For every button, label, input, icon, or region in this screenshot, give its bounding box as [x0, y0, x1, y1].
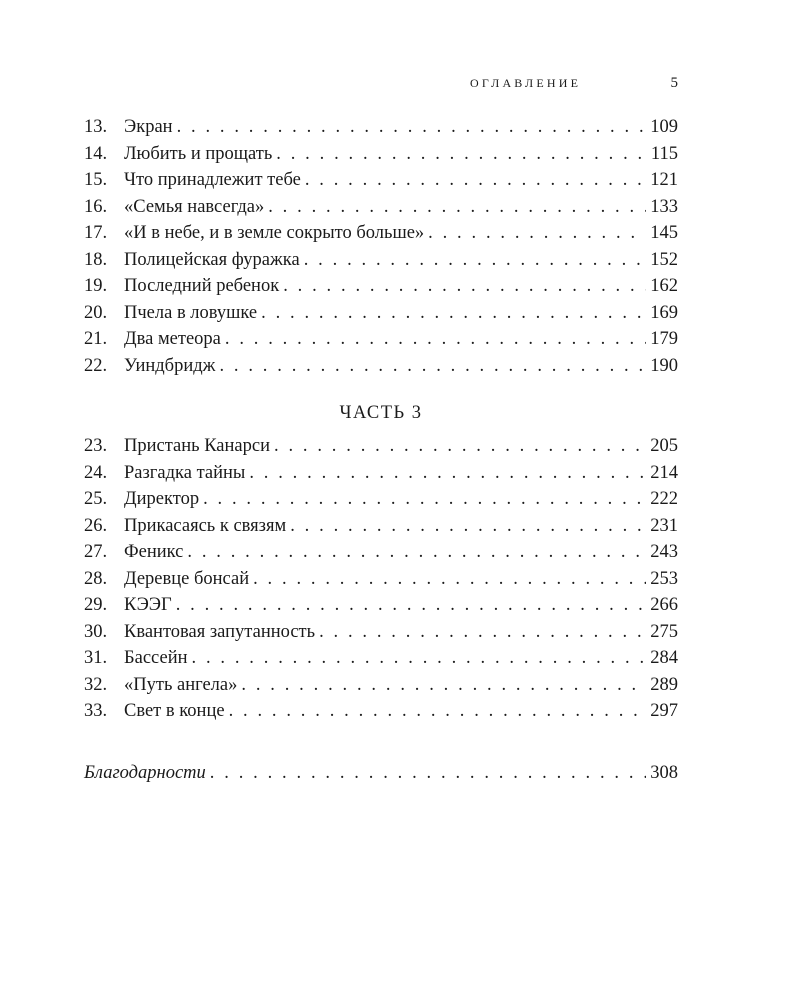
entry-page: 162: [650, 276, 678, 296]
entry-page: 243: [650, 542, 678, 562]
entry-number: 21.: [84, 329, 108, 349]
dot-leader: [261, 300, 646, 327]
toc-entry-23[interactable]: [84, 433, 678, 460]
entry-number: 29.: [84, 595, 108, 615]
entry-page: 133: [650, 196, 678, 217]
entry-title: «Путь ангела»: [124, 674, 238, 695]
dot-leader: [304, 247, 647, 274]
entry-number: 25.: [84, 489, 108, 509]
entry-title: «Семья навсегда»: [124, 196, 265, 217]
entry-page: 190: [650, 355, 678, 376]
entry-number: 23.: [84, 436, 108, 456]
entry-title: Директор: [124, 489, 200, 509]
entry-number: 31.: [84, 648, 108, 668]
entry-number: 33.: [84, 701, 108, 721]
dot-leader: [177, 114, 647, 141]
entry-page: 179: [650, 329, 678, 349]
part-heading: ЧАСТЬ 3: [339, 403, 423, 423]
toc-entry-18[interactable]: [84, 247, 678, 274]
dot-leader: [229, 698, 647, 725]
toc-entry-17[interactable]: [84, 220, 678, 247]
toc-entry-22[interactable]: [84, 353, 678, 380]
running-head: [470, 75, 678, 92]
entry-title: Любить и прощать: [124, 143, 273, 164]
toc-entry-30[interactable]: [84, 619, 678, 646]
dot-leader: [274, 433, 646, 460]
entry-number: 20.: [84, 302, 108, 323]
dot-leader: [305, 167, 646, 194]
entry-number: 32.: [84, 674, 108, 695]
toc-entry-32[interactable]: [84, 672, 678, 699]
entry-number: 27.: [84, 542, 108, 562]
entry-page: 222: [650, 489, 678, 509]
toc-entry-15[interactable]: [84, 167, 678, 194]
entry-title: Что принадлежит тебе: [124, 170, 301, 190]
entry-title: Благодарности: [84, 763, 206, 783]
entry-page: 205: [650, 436, 678, 456]
dot-leader: [249, 460, 646, 487]
toc-back-matter: [84, 760, 678, 787]
entry-number: 15.: [84, 170, 108, 190]
entry-page: 275: [650, 621, 678, 642]
dot-leader: [253, 566, 646, 593]
dot-leader: [319, 619, 646, 646]
entry-title: Уиндбридж: [124, 355, 216, 376]
dot-leader: [283, 273, 646, 300]
dot-leader: [268, 194, 646, 221]
entry-number: 28.: [84, 568, 108, 589]
entry-title: Пчела в ловушке: [124, 302, 258, 323]
entry-title: «И в небе, и в земле сокрыто больше»: [124, 223, 425, 243]
entry-page: 115: [650, 143, 678, 164]
toc-entry-24[interactable]: [84, 460, 678, 487]
toc-entry-14[interactable]: [84, 141, 678, 168]
entry-title: КЭЭГ: [124, 595, 172, 615]
entry-title: Разгадка тайны: [124, 462, 246, 483]
entry-title: Экран: [124, 117, 173, 137]
entry-title: Пристань Канарси: [124, 436, 270, 456]
entry-number: 22.: [84, 355, 108, 376]
running-title: ОГЛАВЛЕНИЕ: [470, 76, 582, 90]
page-number: 5: [670, 75, 678, 91]
entry-number: 26.: [84, 515, 108, 536]
toc-entry-26[interactable]: [84, 513, 678, 540]
entry-page: 109: [650, 117, 678, 137]
dot-leader: [276, 141, 647, 168]
entry-page: 253: [650, 568, 678, 589]
toc-entry-29[interactable]: [84, 592, 678, 619]
entry-page: 214: [650, 462, 678, 483]
entry-number: 16.: [84, 196, 108, 217]
toc-entry-31[interactable]: [84, 645, 678, 672]
toc-entry-27[interactable]: [84, 539, 678, 566]
toc-part-2: [84, 114, 678, 379]
dot-leader: [203, 486, 646, 513]
entry-title: Деревце бонсай: [124, 568, 250, 589]
entry-title: Последний ребенок: [124, 276, 280, 296]
entry-page: 169: [650, 302, 678, 323]
dot-leader: [210, 760, 646, 787]
toc-entry-33[interactable]: [84, 698, 678, 725]
toc-entry-28[interactable]: [84, 566, 678, 593]
entry-page: 145: [650, 223, 678, 243]
dot-leader: [219, 353, 646, 380]
entry-number: 30.: [84, 621, 108, 642]
entry-title: Квантовая запутанность: [124, 621, 316, 642]
toc-entry-13[interactable]: [84, 114, 678, 141]
entry-page: 284: [650, 648, 678, 668]
entry-page: 308: [650, 763, 678, 783]
dot-leader: [187, 539, 646, 566]
dot-leader: [241, 672, 646, 699]
entry-title: Бассейн: [124, 648, 188, 668]
entry-title: Феникс: [124, 542, 184, 562]
dot-leader: [428, 220, 646, 247]
entry-title: Прикасаясь к связям: [124, 515, 287, 536]
entry-page: 297: [650, 701, 678, 721]
entry-page: 152: [650, 249, 678, 270]
entry-page: 121: [650, 170, 678, 190]
entry-title: Свет в конце: [124, 701, 225, 721]
toc-entry-25[interactable]: [84, 486, 678, 513]
dot-leader: [290, 513, 646, 540]
toc-entry-20[interactable]: [84, 300, 678, 327]
toc-entry-acknowledgements[interactable]: [84, 760, 678, 787]
entry-title: Два метеора: [124, 329, 221, 349]
entry-number: 13.: [84, 117, 108, 137]
toc-entry-19[interactable]: [84, 273, 678, 300]
entry-number: 17.: [84, 223, 108, 243]
dot-leader: [225, 326, 646, 353]
entry-number: 18.: [84, 249, 108, 270]
entry-number: 19.: [84, 276, 108, 296]
entry-number: 24.: [84, 462, 108, 483]
entry-page: 231: [650, 515, 678, 536]
entry-page: 289: [650, 674, 678, 695]
toc-entry-21[interactable]: [84, 326, 678, 353]
dot-leader: [192, 645, 647, 672]
toc-part-3: [84, 433, 678, 725]
toc-entry-16[interactable]: [84, 194, 678, 221]
entry-page: 266: [650, 595, 678, 615]
dot-leader: [176, 592, 647, 619]
entry-title: Полицейская фуражка: [124, 249, 300, 270]
entry-number: 14.: [84, 143, 108, 164]
